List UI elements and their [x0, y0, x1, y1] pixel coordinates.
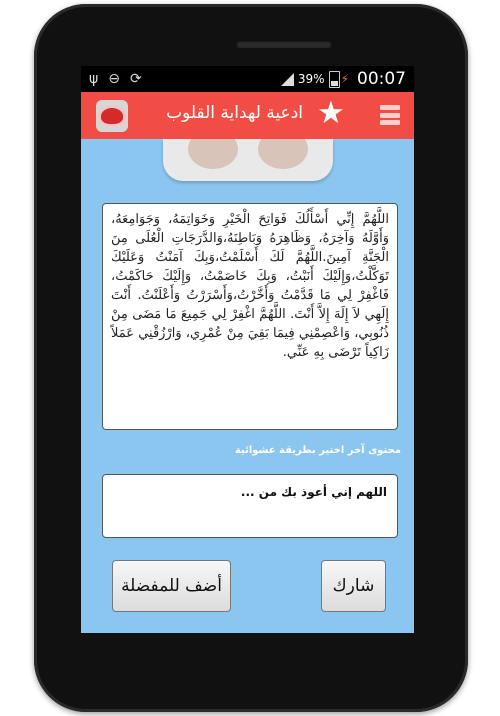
dua-text: اللَّهُمَّ إِنِّي أَسْأَلُكَ فَوَاتِحَ الْخَيْرِ وَخَوَاتِمَهُ، وَجَوَامِعَهُ، وَأَوَّلَهُ وَآخِرَهُ، وَظَاهِرَهُ وَبَاطِنَهُ،وَالدَّرَجَاتِ الْعُلَى مِنَ الْجَنَّةِ آمِينَ.اللَّهُمَّ لَكَ أَسْلَمْتُ،وَبِكَ آمَنْتُ وَعَلَيْكَ تَوَكَّلْتُ،وَإِلَيْكَ أَنَبْتُ، وَبِكَ خَاصَمْتُ، وَإِلَيْكَ حَاكَمْتُ، فَاغْفِرْ لِي مَا قَدَّمْتُ وَأَخَّرْتُ،وَأَسْرَرْتُ وَأَعْلَنْتُ. أَنْتَ إِلَهِي لاَ إِلَهَ إِلاَّ أَنْتَ. اللَّهُمَّ اغْفِرْ لِي جَمِيعَ مَا مَضَى مِنْ ذُنُوبِي، وَاعْصِمْنِي فِيمَا بَقِيَ مِنْ عُمْرِي، وَارْزُقْنِي عَمَلاً زَاكِياً تَرْضَى بِهِ عَنِّي. [111, 212, 389, 360]
signal-icon [281, 73, 294, 86]
share-button[interactable]: شارك [321, 560, 386, 612]
charging-icon: ⚡ [340, 72, 349, 86]
random-preview-text: اللهم إني أعوذ بك من ... [240, 485, 387, 499]
app-bar [81, 92, 414, 139]
hero-image [163, 139, 333, 181]
phone-speaker [236, 40, 332, 48]
app-screen [81, 66, 414, 633]
status-bar [81, 66, 414, 92]
app-logo-icon[interactable] [96, 100, 128, 132]
battery-icon [329, 71, 340, 88]
random-preview-box[interactable] [102, 474, 398, 538]
dua-text-box [102, 203, 398, 430]
do-not-disturb-icon: ⊖ [108, 71, 120, 87]
random-content-label: محتوى آخر اختير بطريقة عشوائية [234, 445, 401, 456]
clock: 00:07 [357, 69, 406, 89]
battery-percent: 39% [297, 72, 325, 86]
menu-icon[interactable] [380, 105, 400, 125]
usb-icon: ψ [89, 71, 99, 87]
add-favorite-button[interactable]: أضف للمفضلة [112, 560, 231, 612]
app-title: ادعية لهداية القلوب [166, 103, 303, 123]
star-icon[interactable]: ★ [317, 95, 345, 131]
sync-icon: ⟳ [129, 71, 142, 87]
